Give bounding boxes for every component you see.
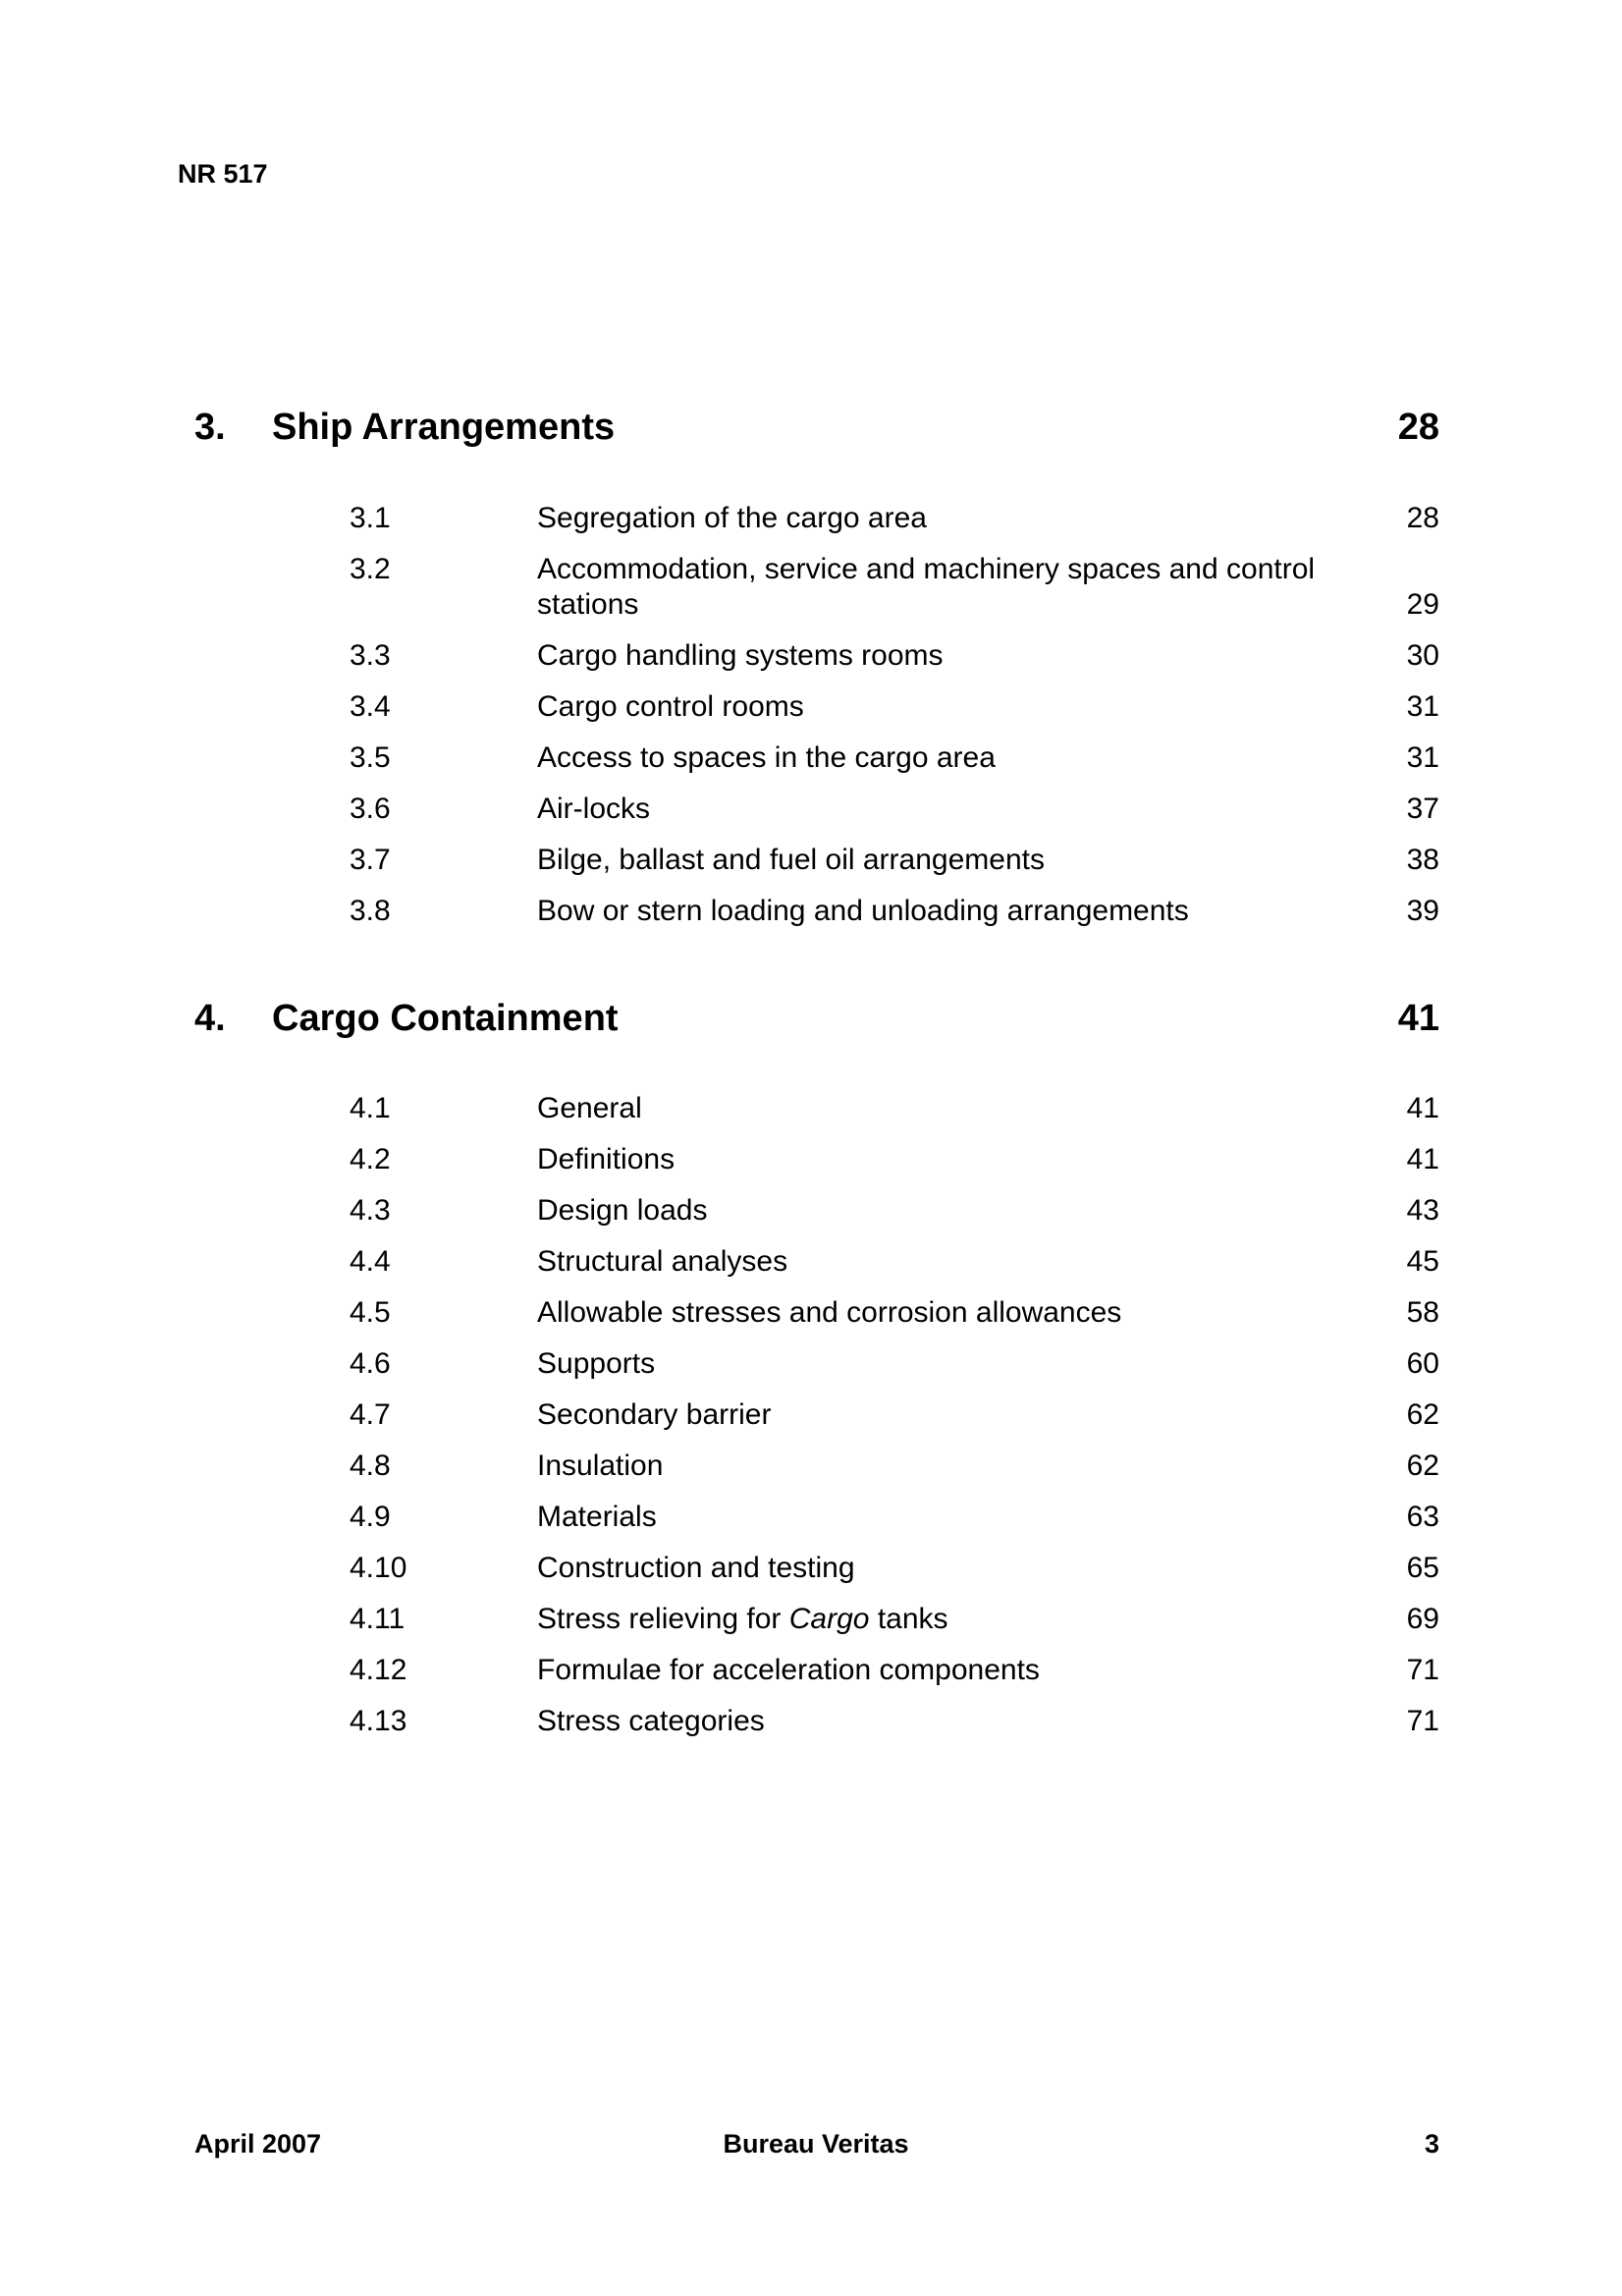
entry-page-number: 28 [1406,502,1439,534]
entry-page-number: 41 [1406,1143,1439,1175]
toc-entry[interactable] [350,501,1439,536]
entry-page-number: 69 [1406,1603,1439,1635]
toc-entry[interactable] [350,689,1439,725]
entry-title-part: Stress relieving for [537,1603,789,1635]
toc-section-list-4 [350,1091,1439,1755]
toc-entry[interactable] [350,1500,1439,1535]
toc-entry[interactable] [350,894,1439,929]
entry-number: 4.6 [350,1347,391,1380]
entry-page-number: 31 [1406,690,1439,723]
toc-entry[interactable] [350,1602,1439,1637]
toc-entry[interactable] [350,1244,1439,1280]
entry-page-number: 37 [1406,793,1439,825]
entry-number: 4.10 [350,1552,407,1584]
footer-page-number: 3 [1424,2129,1439,2159]
entry-title: Definitions [537,1143,676,1175]
toc-entry[interactable] [350,638,1439,674]
chapter-page-number: 28 [1397,407,1439,448]
toc-chapter-4[interactable] [194,994,1439,1043]
entry-number: 4.11 [350,1603,406,1635]
entry-number: 4.9 [350,1501,391,1533]
entry-number: 4.3 [350,1194,391,1227]
entry-page-number: 38 [1406,844,1439,876]
entry-page-number: 60 [1406,1347,1439,1380]
entry-title-part: tanks [869,1603,948,1635]
entry-title: Cargo control rooms [537,690,804,723]
entry-page-number: 63 [1406,1501,1439,1533]
entry-number: 3.3 [350,639,391,672]
entry-title: Bilge, ballast and fuel oil arrangements [537,844,1045,876]
entry-number: 4.5 [350,1296,391,1329]
entry-number: 3.4 [350,690,391,723]
entry-number: 3.7 [350,844,391,876]
toc-entry[interactable] [350,1193,1439,1229]
entry-title: Allowable stresses and corrosion allowances [537,1296,1122,1329]
entry-title-italic: Cargo [788,1603,870,1635]
entry-title: Formulae for acceleration components [537,1654,1040,1686]
entry-number: 4.13 [350,1705,407,1737]
entry-number: 4.1 [350,1092,391,1124]
entry-title: Secondary barrier [537,1398,772,1431]
entry-page-number: 71 [1406,1705,1439,1737]
entry-number: 4.7 [350,1398,391,1431]
toc-entry[interactable] [350,1551,1439,1586]
toc-entry[interactable] [350,740,1439,776]
chapter-title: Cargo Containment [272,998,619,1039]
entry-title: Design loads [537,1194,708,1227]
chapter-number: 3. [194,407,226,448]
entry-number: 4.4 [350,1245,391,1278]
toc-entry[interactable] [350,1653,1439,1688]
entry-page-number: 71 [1406,1654,1439,1686]
entry-title: Segregation of the cargo area [537,502,927,534]
entry-number: 4.2 [350,1143,391,1175]
entry-page-number: 39 [1406,895,1439,927]
chapter-number: 4. [194,998,226,1039]
toc-entry[interactable] [350,1449,1439,1484]
entry-page-number: 65 [1406,1552,1439,1584]
toc-entry[interactable] [350,1295,1439,1331]
toc-entry[interactable] [350,1346,1439,1382]
entry-page-number: 41 [1406,1092,1439,1124]
entry-title: Stress categories [537,1705,765,1737]
toc-chapter-3[interactable] [194,403,1439,452]
entry-title: Accommodation, service and machinery spaces and control stations [537,553,1316,621]
entry-number: 3.6 [350,793,391,825]
toc-entry[interactable] [350,552,1439,623]
chapter-title: Ship Arrangements [272,407,616,448]
entry-title: Structural analyses [537,1245,788,1278]
toc-entry[interactable] [350,1397,1439,1433]
entry-title [537,1602,1372,1637]
entry-title: Access to spaces in the cargo area [537,741,996,774]
entry-page-number: 43 [1406,1194,1439,1227]
entry-title: General [537,1092,642,1124]
toc-entry[interactable] [350,1142,1439,1177]
entry-number: 4.12 [350,1654,407,1686]
entry-page-number: 62 [1406,1449,1439,1482]
footer-publisher: Bureau Veritas [723,2129,909,2159]
entry-title: Materials [537,1501,657,1533]
toc-section-list-3 [350,501,1439,945]
entry-page-number: 31 [1406,741,1439,774]
entry-title: Supports [537,1347,656,1380]
chapter-page-number: 41 [1397,998,1439,1039]
toc-entry[interactable] [350,792,1439,827]
document-reference: NR 517 [178,159,268,189]
entry-number: 3.5 [350,741,391,774]
entry-title: Cargo handling systems rooms [537,639,944,672]
toc-entry[interactable] [350,1704,1439,1739]
entry-number: 3.2 [350,553,391,585]
entry-page-number: 58 [1406,1296,1439,1329]
toc-entry[interactable] [350,843,1439,878]
entry-page-number: 30 [1406,639,1439,672]
entry-page-number: 29 [1406,588,1439,621]
footer-date: April 2007 [194,2129,322,2159]
entry-title: Bow or stern loading and unloading arrangements [537,895,1189,927]
entry-title: Construction and testing [537,1552,855,1584]
entry-title: Air-locks [537,793,651,825]
entry-page-number: 62 [1406,1398,1439,1431]
entry-page-number: 45 [1406,1245,1439,1278]
entry-number: 3.1 [350,502,391,534]
toc-entry[interactable] [350,1091,1439,1126]
entry-number: 3.8 [350,895,391,927]
entry-title: Insulation [537,1449,664,1482]
entry-number: 4.8 [350,1449,391,1482]
